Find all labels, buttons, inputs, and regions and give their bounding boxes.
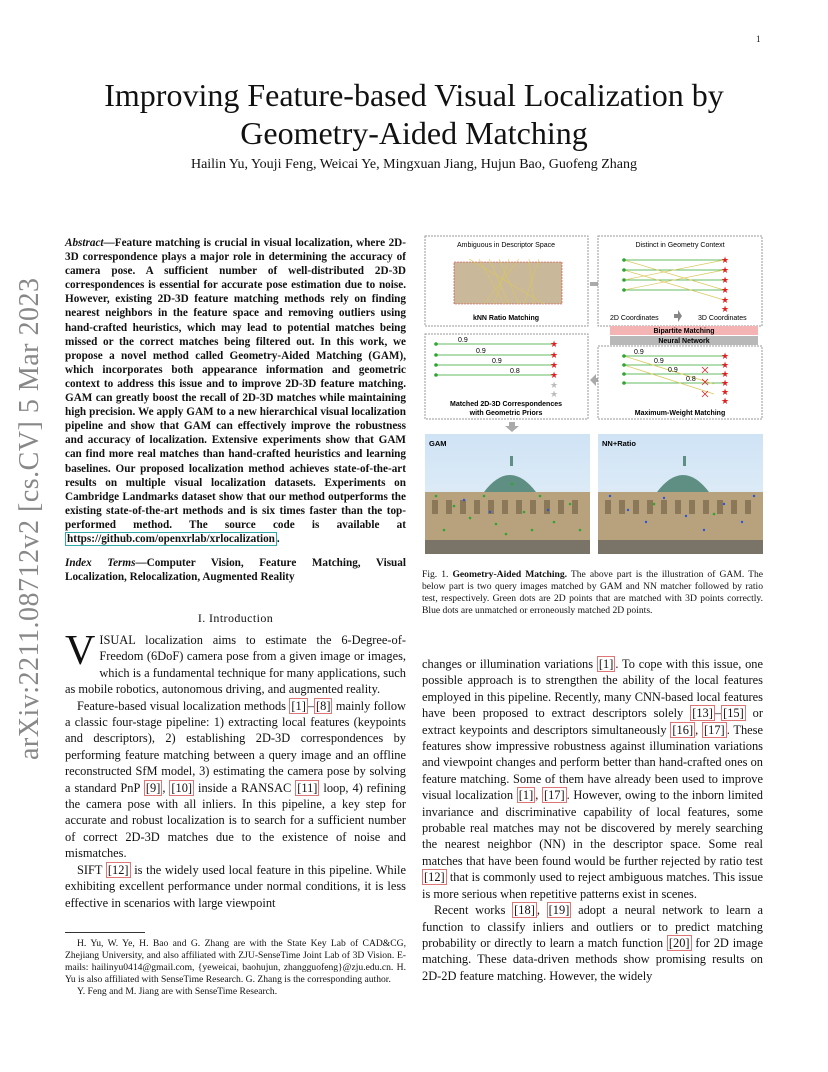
footnotes: [65, 938, 406, 998]
svg-text:★: ★: [550, 370, 559, 380]
footnote-affiliations: H. Yu, W. Ye, H. Bao and G. Zhang are with the State Key Lab of CAD&CG, Zhejiang University, and also affiliated with ZJU-SenseTime Joint Lab of 3D Vision. E-mails: hailinyu0414@gmail.com, {yeweicai, baohujun, zhangguofeng}@zju.edu.cn. H. Yu is also affiliated with SenseTime Research. G. Zhang is the corresponding author.: [65, 938, 406, 985]
coord-3d-label: 3D Coordinates: [698, 315, 747, 322]
svg-text:0.8: 0.8: [510, 368, 520, 375]
box4-label: Maximum-Weight Matching: [634, 410, 726, 417]
svg-text:★: ★: [721, 285, 730, 295]
svg-text:0.9: 0.9: [654, 358, 664, 365]
svg-text:★: ★: [721, 378, 730, 388]
figure-caption: [422, 569, 763, 617]
svg-text:★: ★: [721, 304, 730, 314]
abstract-text: —Feature matching is crucial in visual localization, where 2D-3D correspondence plays a major role in determining the accuracy of camera pose. A sufficient number of well-distributed 2D-3D correspondences is essential for accurate pose estimation due to noise. However, existing 2D-3D feature matching methods rely on finding nearest neighbors in the feature space and removing outliers using hand-crafted heuristics, which may lead to potential matches being missed or the correct matches being filtered out. In this work, we propose a novel method called Geometry-Aided Matching (GAM), which incorporates both appearance information and geometric context to address this issue and to improve 2D-3D feature matching. GAM can greatly boost the recall of 2D-3D matches while maintaining high precision. We apply GAM to a new hierarchical visual localization pipeline and show that GAM can effectively improve the robustness and accuracy of localization. Extensive experiments show that GAM can find more real matches than hand-crafted heuristics and learning baselines. Our proposed localization method achieves state-of-the-art results on multiple visual localization datasets. Experiments on Cambridge Landmarks dataset show that our method outperforms the existing state-of-the-art methods and is six times faster than the top-performed method. The source code is available at: [65, 237, 406, 531]
svg-text:★: ★: [550, 389, 559, 399]
citation[interactable]: [15]: [723, 706, 744, 721]
svg-text:★: ★: [721, 369, 730, 379]
citation[interactable]: [19]: [548, 903, 570, 918]
svg-text:★: ★: [721, 265, 730, 275]
gam-image: [425, 434, 590, 554]
building-thumbnail: [454, 262, 562, 304]
svg-text:0.9: 0.9: [668, 367, 678, 374]
svg-text:0.9: 0.9: [492, 358, 502, 365]
citation[interactable]: [16]: [672, 722, 694, 737]
svg-text:0.9: 0.9: [634, 349, 644, 356]
3d-points: [721, 255, 729, 314]
arxiv-identifier: arXiv:2211.08712v2 [cs.CV] 5 Mar 2023: [14, 277, 45, 760]
svg-text:★: ★: [721, 255, 730, 265]
citation[interactable]: [8]: [316, 698, 331, 713]
box3-label-2: with Geometric Priors: [469, 410, 543, 417]
svg-text:0.9: 0.9: [458, 337, 468, 344]
mwm-3d-points: [721, 351, 729, 406]
svg-text:★: ★: [721, 396, 730, 406]
index-terms-label: Index Terms: [65, 557, 136, 569]
box1-label: kNN Ratio Matching: [472, 315, 540, 322]
nn-ratio-label: NN+Ratio: [602, 439, 636, 448]
abstract: Abstract—Feature matching is crucial in visual localization, where 2D-3D correspondence plays a major role in determining the accuracy of camera pose. A sufficient number of well-distributed 2D-3D correspondences is essential for accurate pose estimation due to noise. However, existing 2D-3D feature matching methods rely on finding nearest neighbors in the feature space and removing outliers using hand-crafted heuristics, which may lead to potential matches being missed or the correct matches being filtered out. In this work, we propose a novel method called Geometry-Aided Matching (GAM), which incorporates both appearance information and geometric context to address this issue and to improve 2D-3D feature matching. GAM can greatly boost the recall of 2D-3D matches while maintaining high precision. We apply GAM to a new hierarchical visual localization pipeline and show that GAM can effectively improve the robustness and accuracy of localization. Extensive experiments show that GAM can find more real matches than hand-crafted heuristics and learning baselines. Our proposed localization method achieves state-of-the-art results on multiple visual localization datasets. Experiments on Cambridge Landmarks dataset show that our method outperforms the existing state-of-the-art methods and is six times faster than the top-performed method. The source code is available at https://github.com/openxrlab/xrlocalization .: [65, 237, 406, 545]
right-paragraph-1: changes or illumination variations [1] . To cope with this issue, one possible approach is to strengthen the ability of the local features employed in this pipeline. Recently, many CNN-based local features have been proposed to extract descriptors solely [13] – [15] or extract keypoints and descriptors simultaneously [16] , [17] . These features show impressive robustness against illumination variations and viewpoint changes and perform better than hand-crafted ones on feature matching. Some of them have already been used to improve visual localization [1] , [17] . However, owing to the inborn limited invariance and discriminative capability of local features, some probable real matches may not be discovered by merely searching the nearest neighbor (NN) in the descriptor space. Some real matches that have been found would be further rejected by ratio test [12] that is commonly used to reject ambiguous matches. This issue is more serious when repetitive patterns exist in scenes.: [422, 657, 764, 901]
svg-text:0.9: 0.9: [476, 348, 486, 355]
citation[interactable]: [18]: [514, 903, 535, 918]
svg-text:★: ★: [550, 339, 559, 349]
citation[interactable]: [17]: [704, 722, 725, 737]
neural-label: Neural Network: [658, 338, 710, 345]
paper-title: Improving Feature-based Visual Localization by Geometry-Aided Matching: [104, 77, 724, 151]
citation[interactable]: [12]: [107, 862, 129, 877]
introduction-body: [65, 628, 406, 911]
citation[interactable]: [1]: [598, 657, 614, 671]
right-paragraph-2: Recent works [18] , [19] adopt a neural network to learn a function to classify inliers and outliers or to predict matching probability or directly to learn a match function [20] for 2D image matching. These data-driven methods show promising results on 2D-2D feature matching. However, the widely: [422, 903, 763, 983]
intro-paragraph-1: ISUAL localization aims to estimate the 6-Degree-of-Freedom (6DoF) camera pose from a given image or images, which is a fundamental technique for many applications, such as mobile robotics, autonomous driving, and augmented reality.: [65, 633, 406, 697]
caption-bold: Geometry-Aided Matching.: [452, 569, 568, 580]
author-list: Hailin Yu, Youji Feng, Weicai Ye, Mingxuan Jiang, Hujun Bao, Guofeng Zhang: [190, 157, 638, 172]
bipartite-label: Bipartite Matching: [653, 328, 715, 335]
index-terms-text: —Computer Vision, Feature Matching, Visual Localization, Relocalization, Augmented Reality: [65, 557, 406, 583]
matched-3d-points: [550, 339, 558, 399]
nn-ratio-image: [598, 434, 763, 554]
svg-text:0.8: 0.8: [686, 376, 696, 383]
box2-title: Distinct in Geometry Context: [635, 242, 725, 249]
svg-text:★: ★: [721, 351, 730, 361]
citation[interactable]: [11]: [297, 780, 318, 795]
caption-prefix: Fig. 1.: [422, 569, 449, 580]
svg-text:★: ★: [550, 380, 559, 390]
page-number: 1: [756, 34, 761, 44]
citation[interactable]: [20]: [668, 935, 690, 950]
citation[interactable]: [17]: [543, 788, 565, 803]
section-heading: I. Introduction: [197, 611, 274, 625]
citation[interactable]: [12]: [424, 870, 445, 885]
arrow-down-icon: [505, 422, 519, 432]
svg-text:★: ★: [721, 387, 730, 397]
intro-paragraph-2: Feature-based visual localization methods [1] – [8] mainly follow a classic four-stage pipeline: 1) extracting local features (keypoints and descriptors), 2) establishing 2D-3D correspondences by performing feature matching between a query image and an offline reconstructed SfM model, 3) estimating the camera pose by solving a standard PnP [9] , [10] inside a RANSAC [11] loop, 4) refining the camera pose with all inliers. In this pipeline, a key step for accurate and robust localization is to search for a sufficient number of correct 2D-3D matches due to the existence of noise and mismatches.: [65, 698, 406, 861]
svg-text:★: ★: [721, 275, 730, 285]
box1-title: Ambiguous in Descriptor Space: [456, 242, 556, 249]
svg-text:★: ★: [550, 350, 559, 360]
abstract-label: Abstract: [65, 237, 104, 249]
svg-text:★: ★: [550, 360, 559, 370]
figure-1: [424, 234, 764, 556]
citation[interactable]: [1]: [518, 788, 534, 803]
intro-paragraph-3: SIFT [12] is the widely used local feature in this pipeline. While exhibiting excellent performance under normal conditions, it is less effective in scenarios with large viewpoint: [65, 862, 406, 910]
citation[interactable]: [10]: [171, 780, 193, 795]
caption-text: The above part is the illustration of GAM. The below part is two query images matched by GAM and NN matcher followed by ratio test, respectively. Green dots are 2D points that are matched with 3D points correctly. Blue dots are unmatched or erroneously matched 2D points.: [422, 569, 763, 616]
footnote-senstime: Y. Feng and M. Jiang are with SenseTime Research.: [77, 986, 278, 997]
svg-text:★: ★: [721, 360, 730, 370]
box3-label-1: Matched 2D-3D Correspondences: [449, 401, 563, 408]
gam-label: GAM: [429, 439, 447, 448]
dropcap: V: [65, 628, 96, 674]
citation[interactable]: [9]: [145, 780, 161, 795]
right-column-body: [422, 656, 763, 984]
source-code-link[interactable]: https://github.com/openxrlab/xrlocalization: [67, 532, 275, 545]
coord-2d-label: 2D Coordinates: [610, 315, 659, 322]
citation[interactable]: [13]: [692, 706, 713, 721]
svg-text:★: ★: [721, 295, 730, 305]
index-terms: [65, 556, 406, 584]
citation[interactable]: [1]: [291, 698, 306, 713]
footnote-rule: [65, 932, 145, 933]
